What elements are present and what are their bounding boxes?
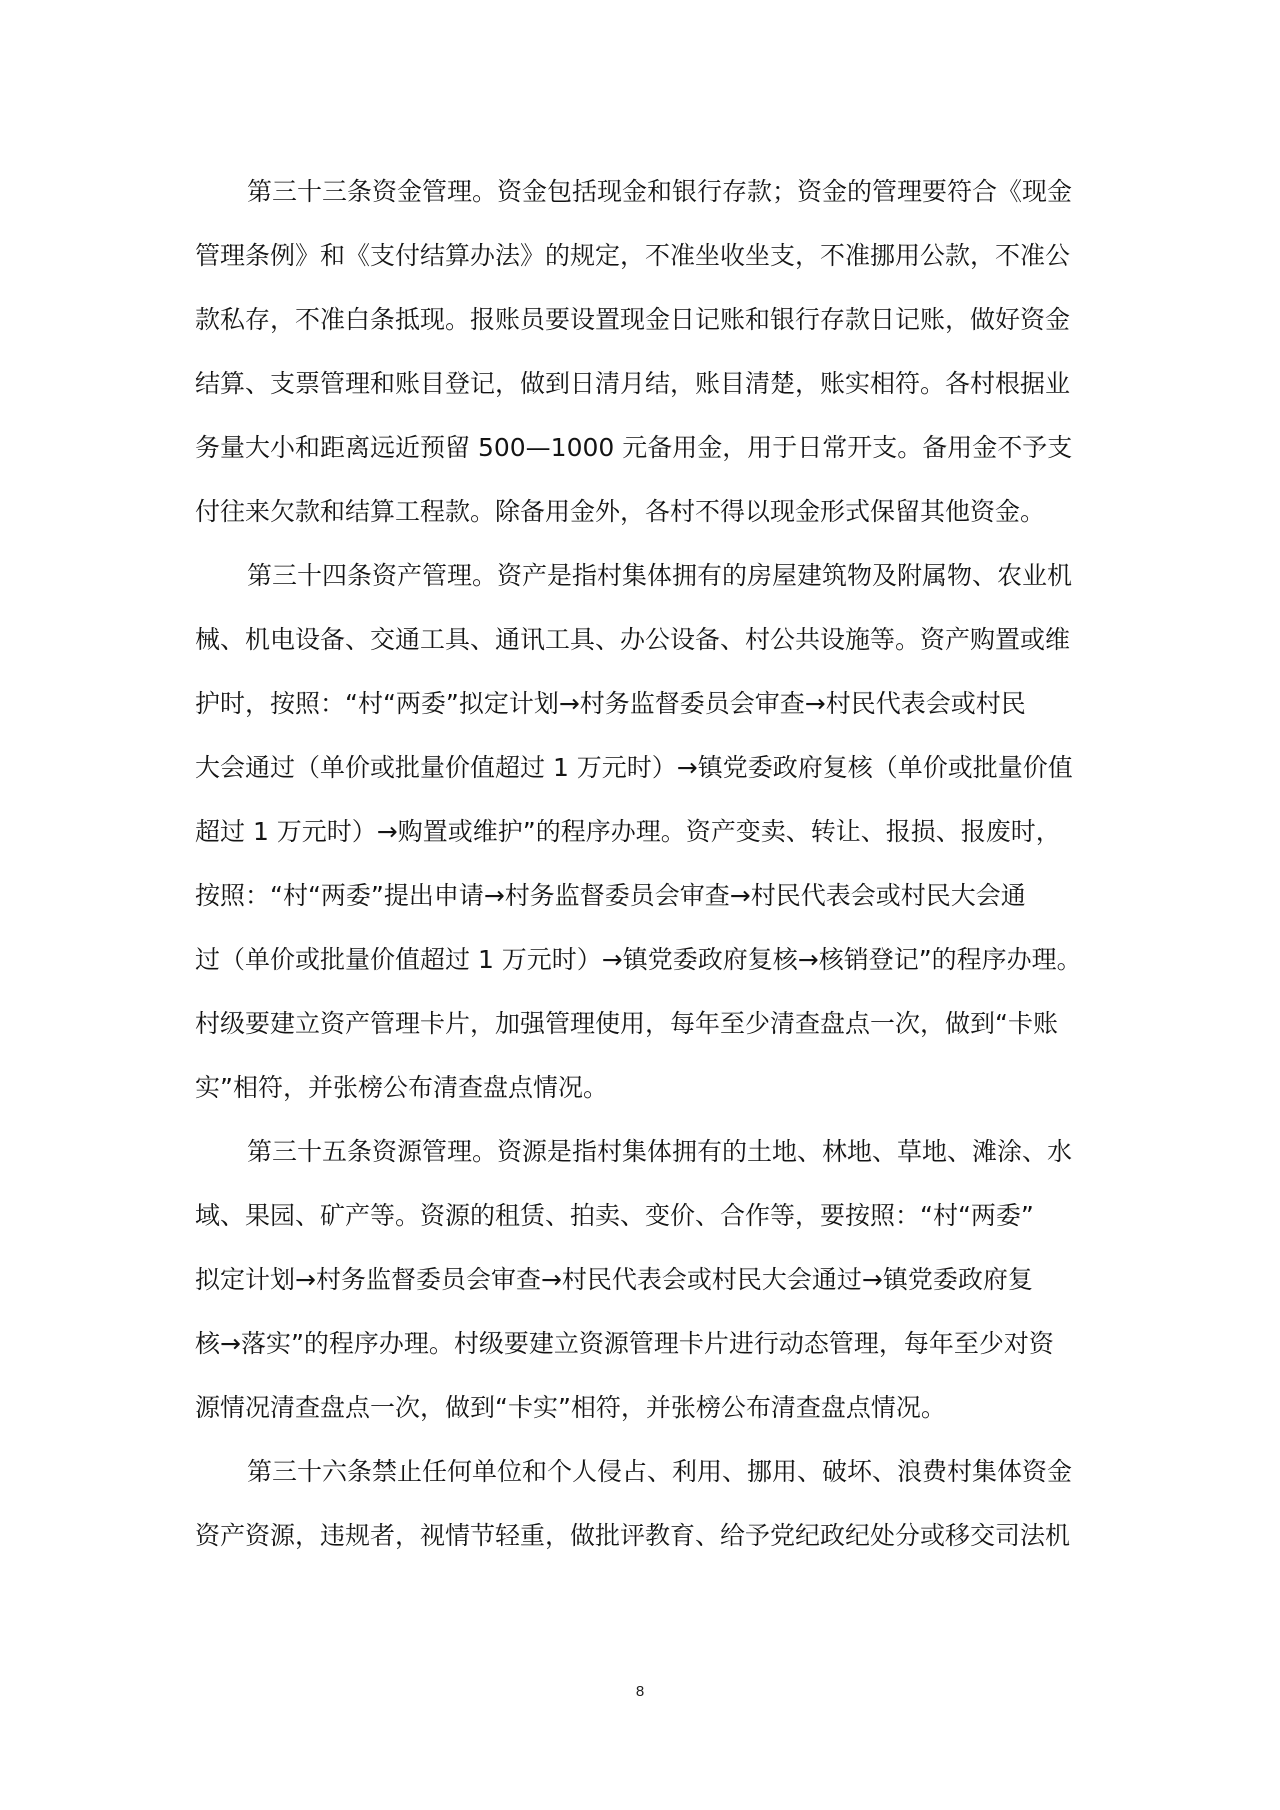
paragraph-line: 第三十三条资金管理。资金包括现金和银行存款；资金的管理要符合《现金 xyxy=(247,177,1073,206)
paragraph-line: 械、机电设备、交通工具、通讯工具、办公设备、村公共设施等。资产购置或维 xyxy=(195,625,1071,654)
paragraph-line: 资产资源，违规者，视情节轻重，做批评教育、给予党纪政纪处分或移交司法机 xyxy=(195,1521,1071,1550)
paragraph-line: 第三十四条资产管理。资产是指村集体拥有的房屋建筑物及附属物、农业机 xyxy=(247,561,1073,590)
paragraph-line: 超过 1 万元时）→购置或维护”的程序办理。资产变卖、转让、报损、报废时， xyxy=(195,817,1061,846)
paragraph-line: 域、果园、矿产等。资源的租赁、拍卖、变价、合作等，要按照：“村“两委” xyxy=(195,1201,1034,1230)
paragraph-article-35 xyxy=(195,1120,1085,1440)
paragraph-article-36 xyxy=(195,1440,1085,1568)
paragraph-line: 过（单价或批量价值超过 1 万元时）→镇党委政府复核→核销登记”的程序办理。 xyxy=(195,945,1082,974)
paragraph-line: 第三十六条禁止任何单位和个人侵占、利用、挪用、破坏、浪费村集体资金 xyxy=(247,1457,1073,1486)
paragraph-line: 款私存，不准白条抵现。报账员要设置现金日记账和银行存款日记账，做好资金 xyxy=(195,305,1071,334)
paragraph-line: 村级要建立资产管理卡片，加强管理使用，每年至少清查盘点一次，做到“卡账 xyxy=(195,1009,1058,1038)
paragraph-article-34 xyxy=(195,544,1085,1120)
paragraph-line: 管理条例》和《支付结算办法》的规定，不准坐收坐支，不准挪用公款，不准公 xyxy=(195,241,1071,270)
paragraph-article-33 xyxy=(195,160,1085,544)
page-number: 8 xyxy=(635,1683,645,1700)
paragraph-line: 务量大小和距离远近预留 500—1000 元备用金，用于日常开支。备用金不予支 xyxy=(195,433,1073,462)
paragraph-line: 拟定计划→村务监督委员会审查→村民代表会或村民大会通过→镇党委政府复 xyxy=(195,1265,1033,1294)
paragraph-line: 源情况清查盘点一次，做到“卡实”相符，并张榜公布清查盘点情况。 xyxy=(195,1393,946,1422)
paragraph-line: 结算、支票管理和账目登记，做到日清月结，账目清楚，账实相符。各村根据业 xyxy=(195,369,1071,398)
paragraph-line: 按照：“村“两委”提出申请→村务监督委员会审查→村民代表会或村民大会通 xyxy=(195,881,1026,910)
paragraph-line: 实”相符，并张榜公布清查盘点情况。 xyxy=(195,1073,608,1102)
document-body xyxy=(195,160,1085,1568)
paragraph-line: 第三十五条资源管理。资源是指村集体拥有的土地、林地、草地、滩涂、水 xyxy=(247,1137,1073,1166)
paragraph-line: 护时，按照：“村“两委”拟定计划→村务监督委员会审查→村民代表会或村民 xyxy=(195,689,1026,718)
paragraph-line: 大会通过（单价或批量价值超过 1 万元时）→镇党委政府复核（单价或批量价值 xyxy=(195,753,1073,782)
paragraph-line: 付往来欠款和结算工程款。除备用金外，各村不得以现金形式保留其他资金。 xyxy=(195,497,1046,526)
paragraph-line: 核→落实”的程序办理。村级要建立资源管理卡片进行动态管理，每年至少对资 xyxy=(195,1329,1054,1358)
